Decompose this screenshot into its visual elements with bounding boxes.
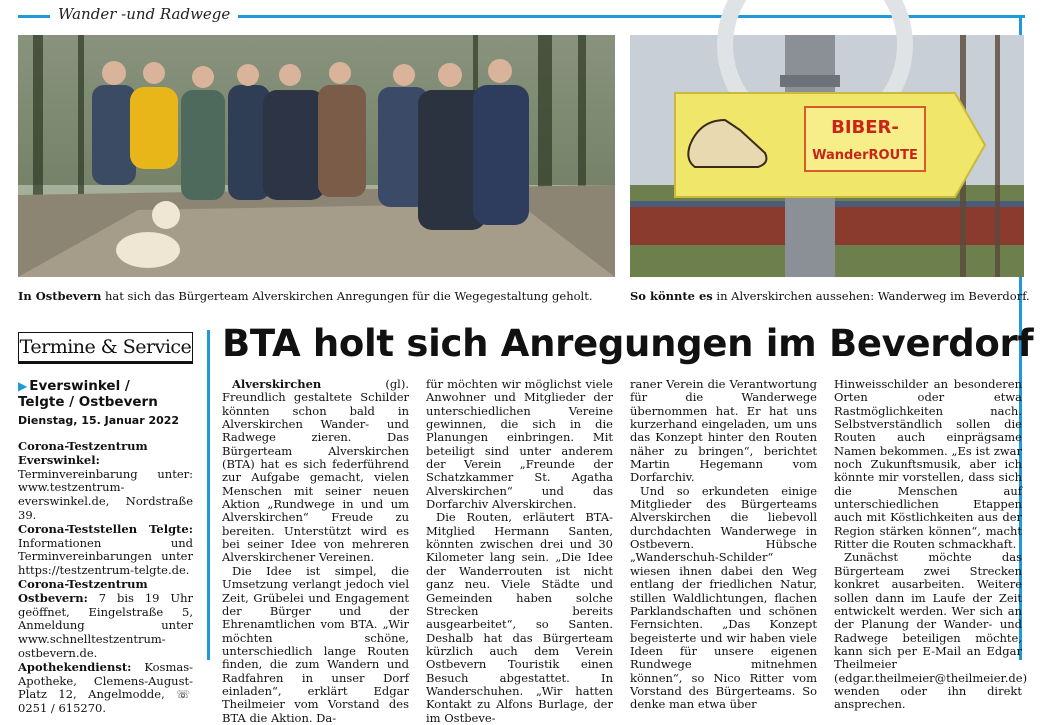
article-column-3: raner Verein die Verantwortung für die Wanderwege übernommen hat. Er hat uns kurzerhand eingeladen, um uns das Konzept hinter den Routen näher zu bringen“, berichtet Martin Hegemann vom Dorfarchiv. Und so erkundeten einige Mitglieder des Bürgerteams Alverskirchen die liebevoll durchdachten Wanderwege in Ostbevern. Hübsche „Wanderschuh-Schilder“ wiesen ihnen dabei den Weg entlang der friedlichen Natur, stillen Waldlichtungen, flachen Parklandschaften und schönen Fernsichten. „Das Konzept begeisterte und wir haben viele Ideen für unsere eigenen Rundwege mitnehmen können“, so Nico Ritter vom Vorstand des Bürgerteams. So denke man etwa über: [630, 377, 817, 712]
sidebar-entry: Apothekendienst: Kosmas-Apotheke, Clemens-August-Platz 12, Angelmodde, ☏0251 / 615270.: [18, 659, 193, 716]
article-column-1: Alverskirchen (gl). Freundlich gestaltete Schilder könnten schon bald in Alverskirchen Wander- und Radwege zieren. Das Bürgerteam Alverskirchen (BTA) hat es sich federführend zur Aufgabe gemacht, vielen Menschen mit seiner neuen Aktion „Rundwege in und um Alverskirchen“ Freude zu bereiten. Unterstützt wird es bei seiner Idee von mehreren Alverskirchener Vereinen. Die Idee ist simpel, die Umsetzung verlangt jedoch viel Zeit, Grübelei und Engagement der Bürger und der Ehrenamtlichen vom BTA. „Wir möchten schöne, unterschiedlich lange Routen finden, die zum Wandern und Radfahren in unser Dorf einladen“, erklärt Edgar Theilmeier vom Vorstand des BTA die Aktion. Da-: [222, 377, 409, 725]
article-headline: BTA holt sich Anregungen im Beverdorf: [222, 322, 1034, 365]
caption-1: In Ostbevern hat sich das Bürgerteam Alverskirchen Anregungen für die Wegegestaltung geholt.: [18, 289, 593, 303]
sidebar-title: Termine & Service: [19, 336, 192, 358]
sidebar-date: Dienstag, 15. Januar 2022: [18, 414, 180, 427]
sidebar-entry: Corona-Teststellen Telgte: Informationen und Terminvereinbarungen unter https://testzentrum-telgte.de.: [18, 521, 193, 578]
section-tag: Wander -und Radwege: [50, 5, 238, 23]
article-column-2: für möchten wir möglichst viele Anwohner und Mitglieder der unterschiedlichen Vereine gewinnen, die sich in die Planungen einbringen. Mit beteiligt sind unter anderem der Verein „Freunde der Schatzkammer St. Agatha Alverskirchen“ und das Dorfarchiv Alverskirchen. Die Routen, erläutert BTA-Mitglied Hermann Santen, könnten zwischen drei und 30 Kilometer lang sein. „Die Idee der Wanderrouten ist nicht ganz neu. Viele Städte und Gemeinden haben solche Strecken bereits ausgearbeitet“, so Santen. Deshalb hat das Bürgerteam kürzlich auch dem Verein Ostbevern Touristik einen Besuch abgestattet. In Wanderschuhen. „Wir hatten Kontakt zu Alfons Burlage, der im Ostbeve-: [426, 377, 613, 725]
sidebar-entry: Corona-Testzentrum Ostbevern: 7 bis 19 Uhr geöffnet, Eingelstraße 5, Anmeldung unter www.schnelltestzentrum-ostbevern.de.: [18, 576, 193, 660]
trail-sign-photo: [630, 35, 1024, 277]
phone-icon: ☏: [176, 688, 191, 702]
column-divider: [207, 330, 210, 660]
sign-line-1: BIBER-: [831, 117, 899, 138]
sidebar-entry: Corona-Testzentrum Everswinkel: Terminvereinbarung unter: www.testzentrum-everswinkel.de, Nordstraße 39.: [18, 439, 193, 522]
triangle-right-icon: ▶: [18, 379, 28, 393]
group-photo: [18, 35, 615, 277]
article-column-4: Hinweisschilder an besonderen Orten oder etwa Rastmöglichkeiten nach. Selbstverständlich sollen die Routen auch einprägsame Namen bekommen. „Es ist zwar noch Zukunftsmusik, aber ich könnte mir vorstellen, dass sich die Menschen auf unterschiedlichen Etappen auch mit Köstlichkeiten aus der Region stärken können“, macht Ritter die Routen schmackhaft. Zunächst möchte das Bürgerteam zwei Strecken konkret ausarbeiten. Weitere sollen dann im Laufe der Zeit entwickelt werden. Wer sich an der Planung der Wander- und Radwege beteiligen möchte, kann sich per E-Mail an Edgar Theilmeier (edgar.theilmeier@theilmeier.de) wenden oder ihn direkt ansprechen.: [834, 377, 1028, 712]
sidebar-header-box: [18, 332, 193, 364]
caption-2: So könnte es in Alverskirchen aussehen: Wanderweg im Beverdorf.: [630, 289, 1030, 303]
sidebar-entries: [18, 440, 193, 716]
sign-line-2: WanderROUTE: [812, 148, 918, 163]
sidebar-location: ▶ Everswinkel / Telgte / Ostbevern: [18, 378, 158, 410]
